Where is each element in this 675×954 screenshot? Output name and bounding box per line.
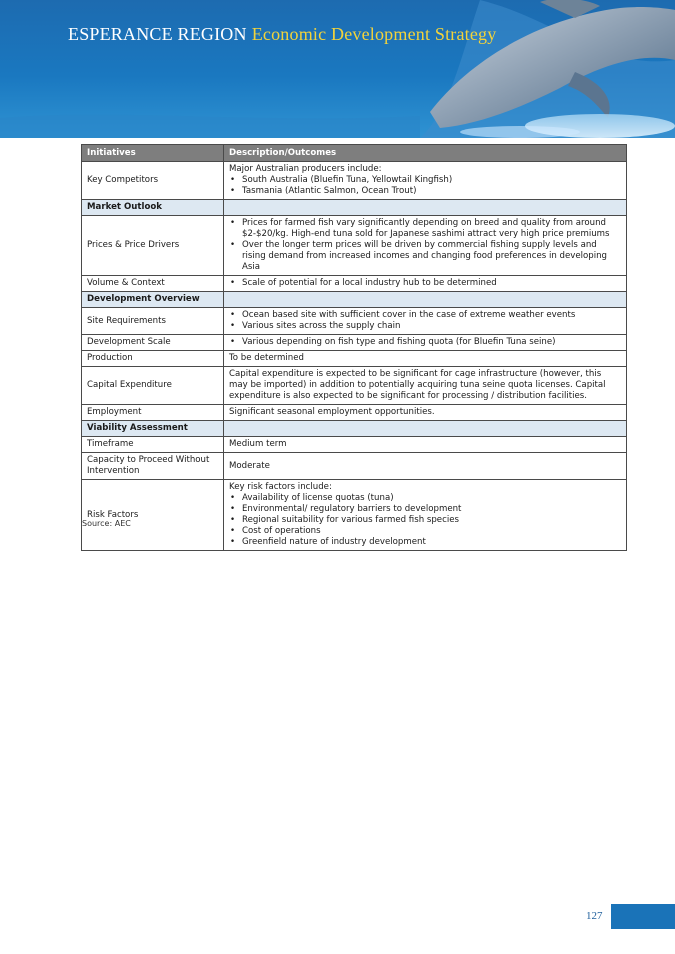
list-item: • Cost of operations	[229, 526, 621, 537]
row-description: Significant seasonal employment opportunities.	[224, 405, 627, 421]
row-label: Development Scale	[82, 335, 224, 351]
table-row	[82, 308, 627, 335]
list-item: • Availability of license quotas (tuna)	[229, 493, 621, 504]
list-item: • South Australia (Bluefin Tuna, Yellowtail Kingfish)	[229, 175, 621, 186]
table-row	[82, 276, 627, 292]
list-item: • Ocean based site with sufficient cover in the case of extreme weather events	[229, 310, 621, 321]
table-row	[82, 367, 627, 405]
page-tab	[611, 904, 675, 929]
row-description	[224, 162, 627, 200]
bullet-list	[229, 175, 621, 197]
row-label: Site Requirements	[82, 308, 224, 335]
row-description	[224, 308, 627, 335]
section-row	[82, 421, 627, 437]
section-empty-cell	[224, 292, 627, 308]
row-label: Capital Expenditure	[82, 367, 224, 405]
row-label: Volume & Context	[82, 276, 224, 292]
header-banner	[0, 0, 675, 138]
table-row	[82, 453, 627, 480]
dolphin-image	[0, 0, 675, 138]
section-heading: Development Overview	[82, 292, 224, 308]
strategy-subtitle: Economic Development Strategy	[251, 24, 497, 44]
table-row	[82, 335, 627, 351]
table-header-row	[82, 145, 627, 162]
section-empty-cell	[224, 200, 627, 216]
row-description: Medium term	[224, 437, 627, 453]
list-item: • Prices for farmed fish vary significantly depending on breed and quality from around $2-$20/kg. High-end tuna sold for Japanese sashimi attract very high price premiums	[229, 218, 621, 240]
bullet-list	[229, 493, 621, 548]
list-item: • Various sites across the supply chain	[229, 321, 621, 332]
row-description: Moderate	[224, 453, 627, 480]
row-label: Employment	[82, 405, 224, 421]
list-item: • Various depending on fish type and fishing quota (for Bluefin Tuna seine)	[229, 337, 621, 348]
section-heading: Viability Assessment	[82, 421, 224, 437]
table-row	[82, 216, 627, 276]
list-item: • Tasmania (Atlantic Salmon, Ocean Trout)	[229, 186, 621, 197]
section-row	[82, 200, 627, 216]
row-label: Capacity to Proceed Without Intervention	[82, 453, 224, 480]
table-row	[82, 405, 627, 421]
bullet-list	[229, 278, 621, 289]
table-row	[82, 351, 627, 367]
source-note: Source: AEC	[82, 519, 131, 528]
row-label: Key Competitors	[82, 162, 224, 200]
section-empty-cell	[224, 421, 627, 437]
table-row	[82, 437, 627, 453]
region-title: ESPERANCE REGION	[68, 24, 247, 44]
row-label: Prices & Price Drivers	[82, 216, 224, 276]
initiatives-column-header: Initiatives	[82, 145, 224, 162]
table-row	[82, 480, 627, 551]
list-item: • Regional suitability for various farmed fish species	[229, 515, 621, 526]
list-item: • Scale of potential for a local industry hub to be determined	[229, 278, 621, 289]
row-label: Timeframe	[82, 437, 224, 453]
row-label: Risk Factors	[82, 480, 224, 551]
row-description	[224, 335, 627, 351]
row-intro: Major Australian producers include:	[229, 164, 382, 174]
list-item: • Environmental/ regulatory barriers to development	[229, 504, 621, 515]
bullet-list	[229, 337, 621, 348]
bullet-list	[229, 218, 621, 273]
row-description	[224, 480, 627, 551]
row-label: Production	[82, 351, 224, 367]
page-number: 127	[586, 910, 603, 922]
row-intro: Key risk factors include:	[229, 482, 332, 492]
list-item: • Greenfield nature of industry development	[229, 537, 621, 548]
document-title	[68, 24, 496, 45]
description-column-header: Description/Outcomes	[224, 145, 627, 162]
section-row	[82, 292, 627, 308]
list-item: • Over the longer term prices will be driven by commercial fishing supply levels and rising demand from increased incomes and changing food preferences in developing Asia	[229, 240, 621, 273]
row-description	[224, 276, 627, 292]
row-description: To be determined	[224, 351, 627, 367]
row-description	[224, 216, 627, 276]
table-row	[82, 162, 627, 200]
bullet-list	[229, 310, 621, 332]
initiative-table	[81, 144, 627, 551]
row-description: Capital expenditure is expected to be significant for cage infrastructure (however, this may be imported) in addition to potentially acquiring tuna seine quota licenses. Capital expenditure is also expected to be significant for processing / distribution facilities.	[224, 367, 627, 405]
section-heading: Market Outlook	[82, 200, 224, 216]
